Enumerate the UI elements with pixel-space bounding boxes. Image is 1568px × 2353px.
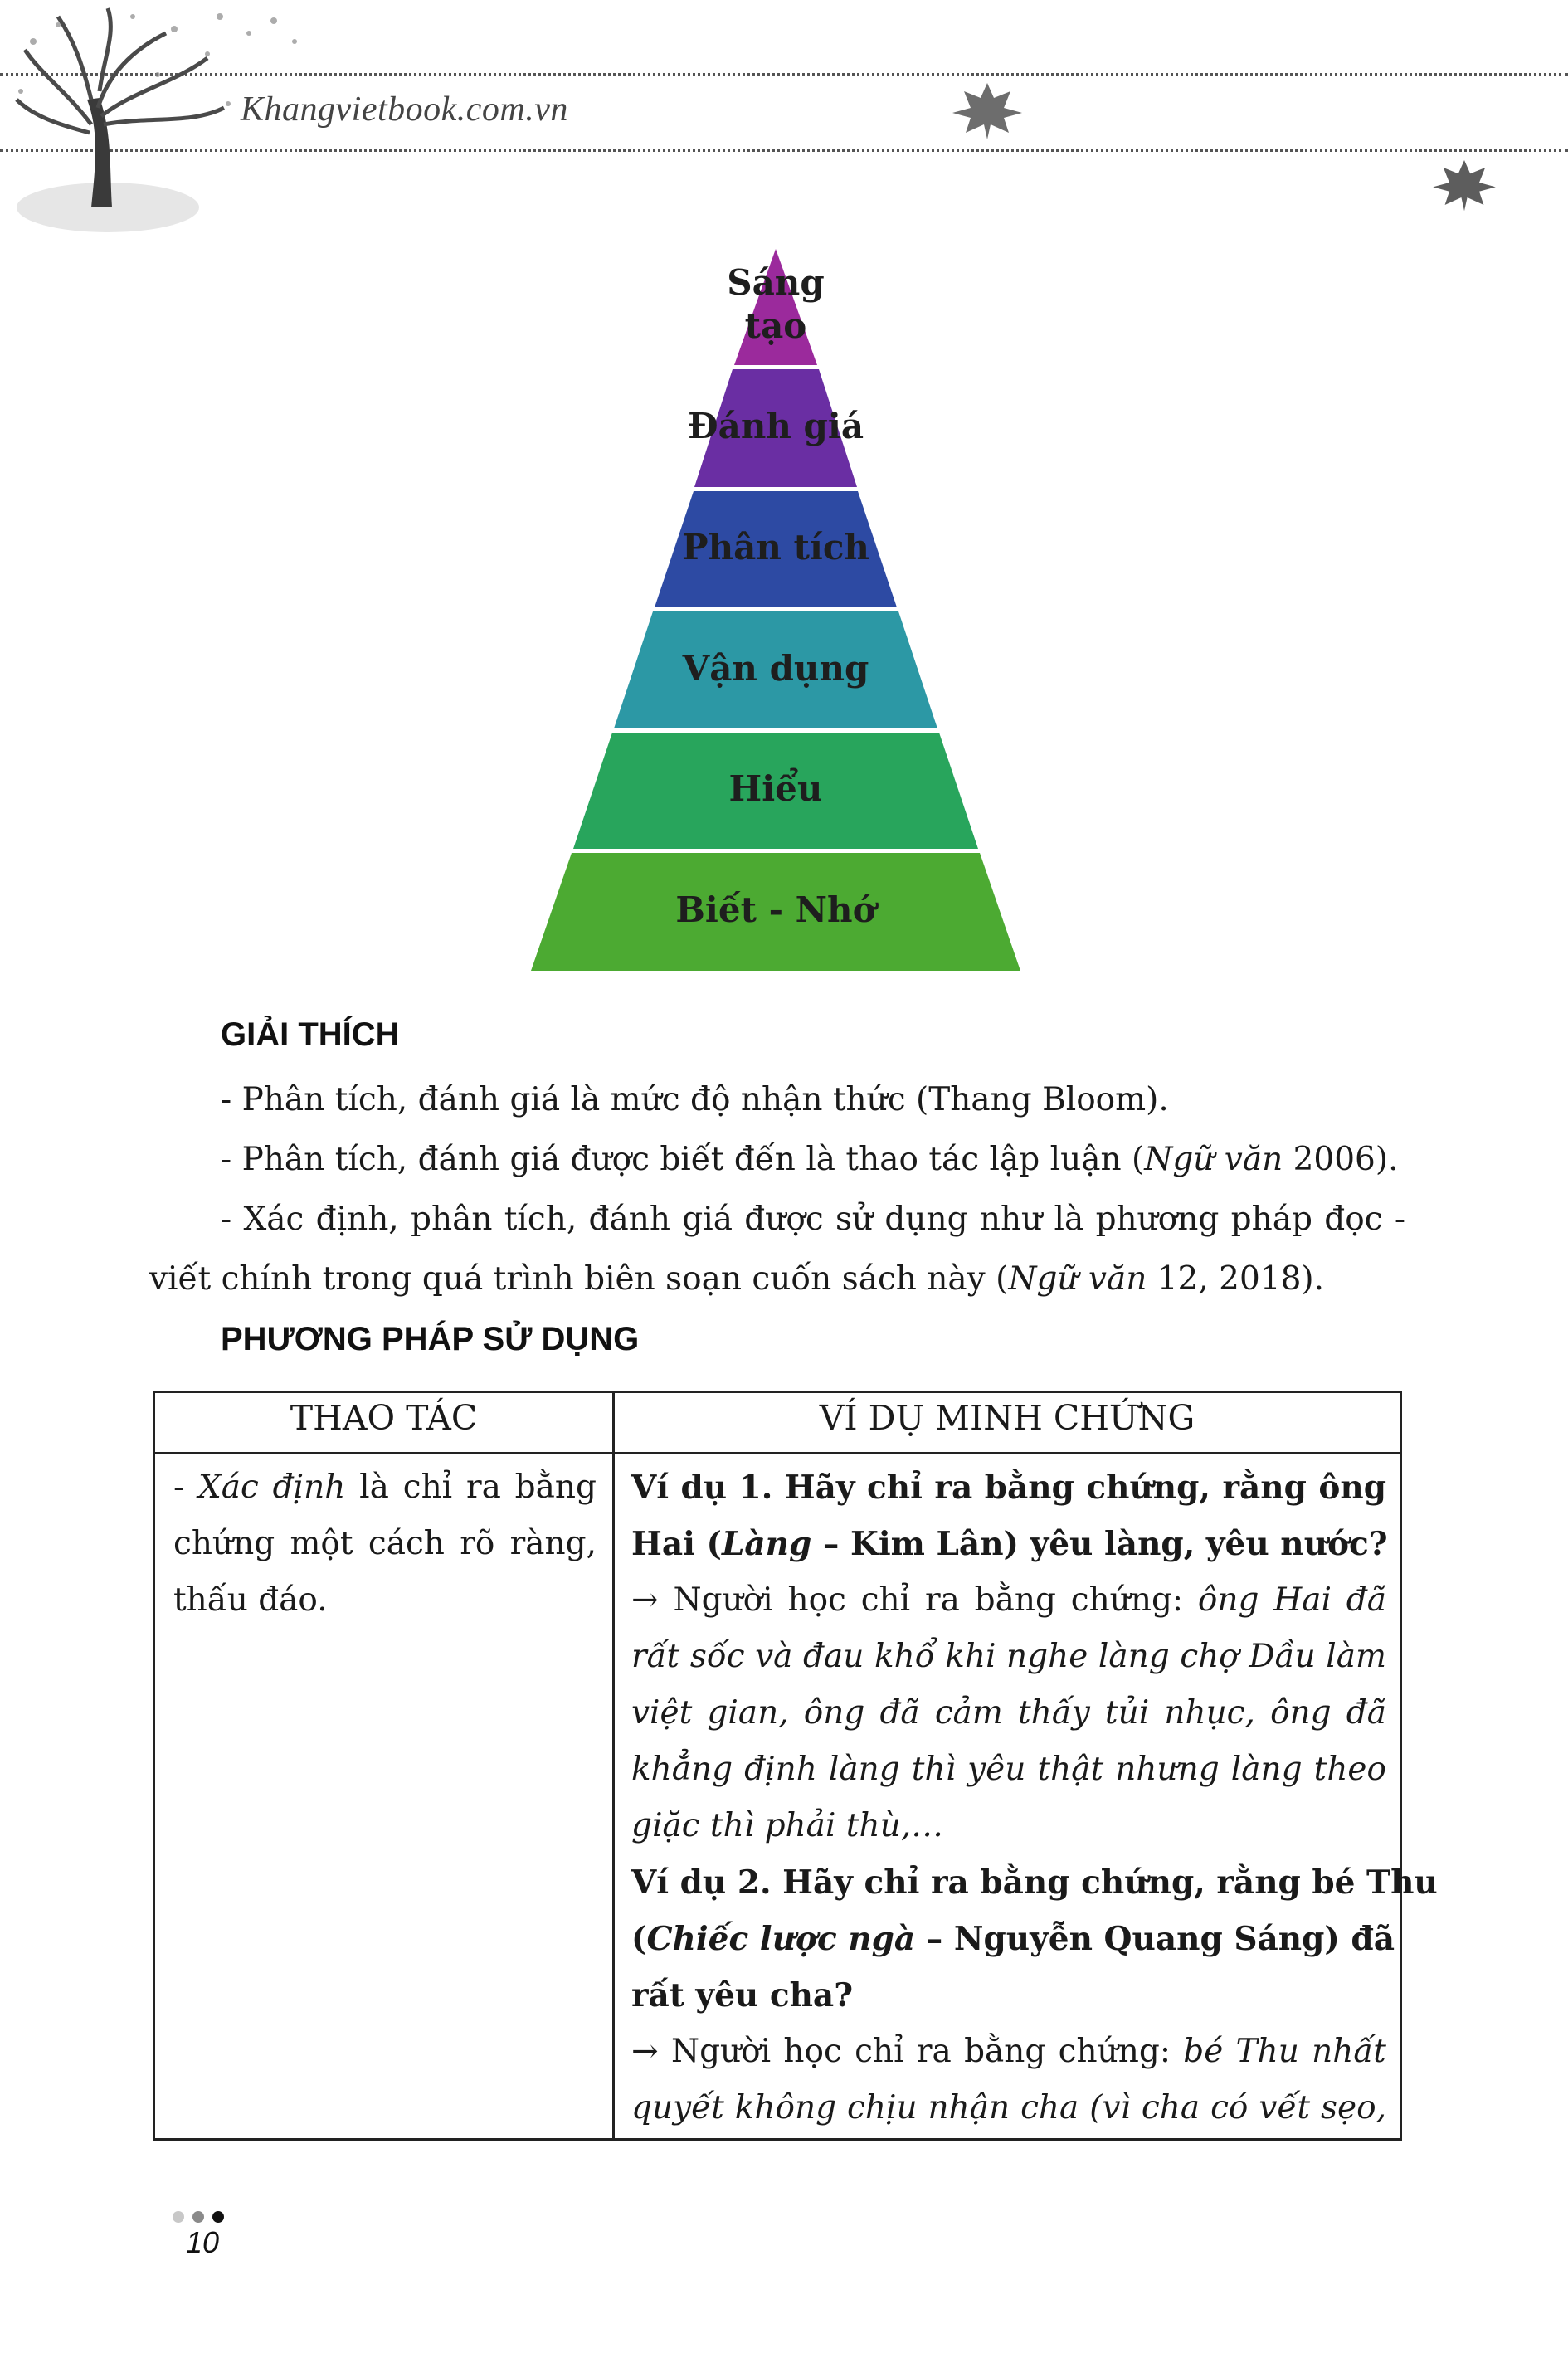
maple-leaf-icon [1427,149,1502,216]
table-header-cell: VÍ DỤ MINH CHỨNG [819,1398,1195,1438]
table-header-cell: THAO TÁC [290,1398,478,1438]
pyramid-label: tạo [744,305,807,346]
paragraph: - Phân tích, đánh giá là mức độ nhận thức (Thang Bloom). [221,1081,1169,1118]
pyramid-label: Hiểu [728,768,823,809]
paragraph: - Xác định, phân tích, đánh giá được sử dụng như là phương pháp đọc - viết chính trong quá trình biên soạn cuốn sách này (Ngữ văn 12, 2018). [149,1201,1405,1298]
table-divider [612,1393,615,2138]
method-table [153,1391,1438,2141]
paragraph: - Phân tích, đánh giá được biết đến là thao tác lập luận (Ngữ văn 2006). [221,1141,1399,1178]
pyramid-label: Vận dụng [682,648,869,689]
bloom-pyramid [365,245,1195,975]
site-name: Khangvietbook.com.vn [241,90,568,129]
pyramid-label: Phân tích [682,527,869,568]
page-number: 10 [186,2225,220,2259]
table-header-rule [155,1452,1400,1454]
pyramid-label: Đánh giá [687,406,864,446]
tree-illustration-icon [8,0,340,274]
section-heading: GIẢI THÍCH [221,1016,400,1053]
section-heading: PHƯƠNG PHÁP SỬ DỤNG [221,1321,640,1357]
pyramid-label: Sáng [727,262,825,303]
pyramid-label: Biết - Nhớ [675,889,876,930]
page-dots-icon [173,2210,232,2226]
table-cell-examples: Ví dụ 1. Hãy chỉ ra bằng chứng, rằng ông Hai (Làng – Kim Lân) yêu làng, yêu nước? → Người học chỉ ra bằng chứng: ông Hai đã rất sốc và đau khổ khi nghe làng chợ Dầu làm việt gian, ông đã cảm thấy tủi nhục, ông đã khẳng định làng thì yêu thật nhưng làng theo giặc thì phải thù,… Ví dụ 2. Hãy chỉ ra bằng chứng, rằng bé Thu (Chiếc lược ngà – Nguyễn Quang Sáng) đã rất yêu cha? → Người học chỉ ra bằng chứng: bé Thu nhất quyết không chịu nhận cha (vì cha có vết sẹo, [631,1469,1438,2126]
maple-leaf-icon [946,75,1029,141]
table-cell-operation: - Xác định là chỉ ra bằng chứng một cách rõ ràng, thấu đáo. [173,1469,597,1619]
